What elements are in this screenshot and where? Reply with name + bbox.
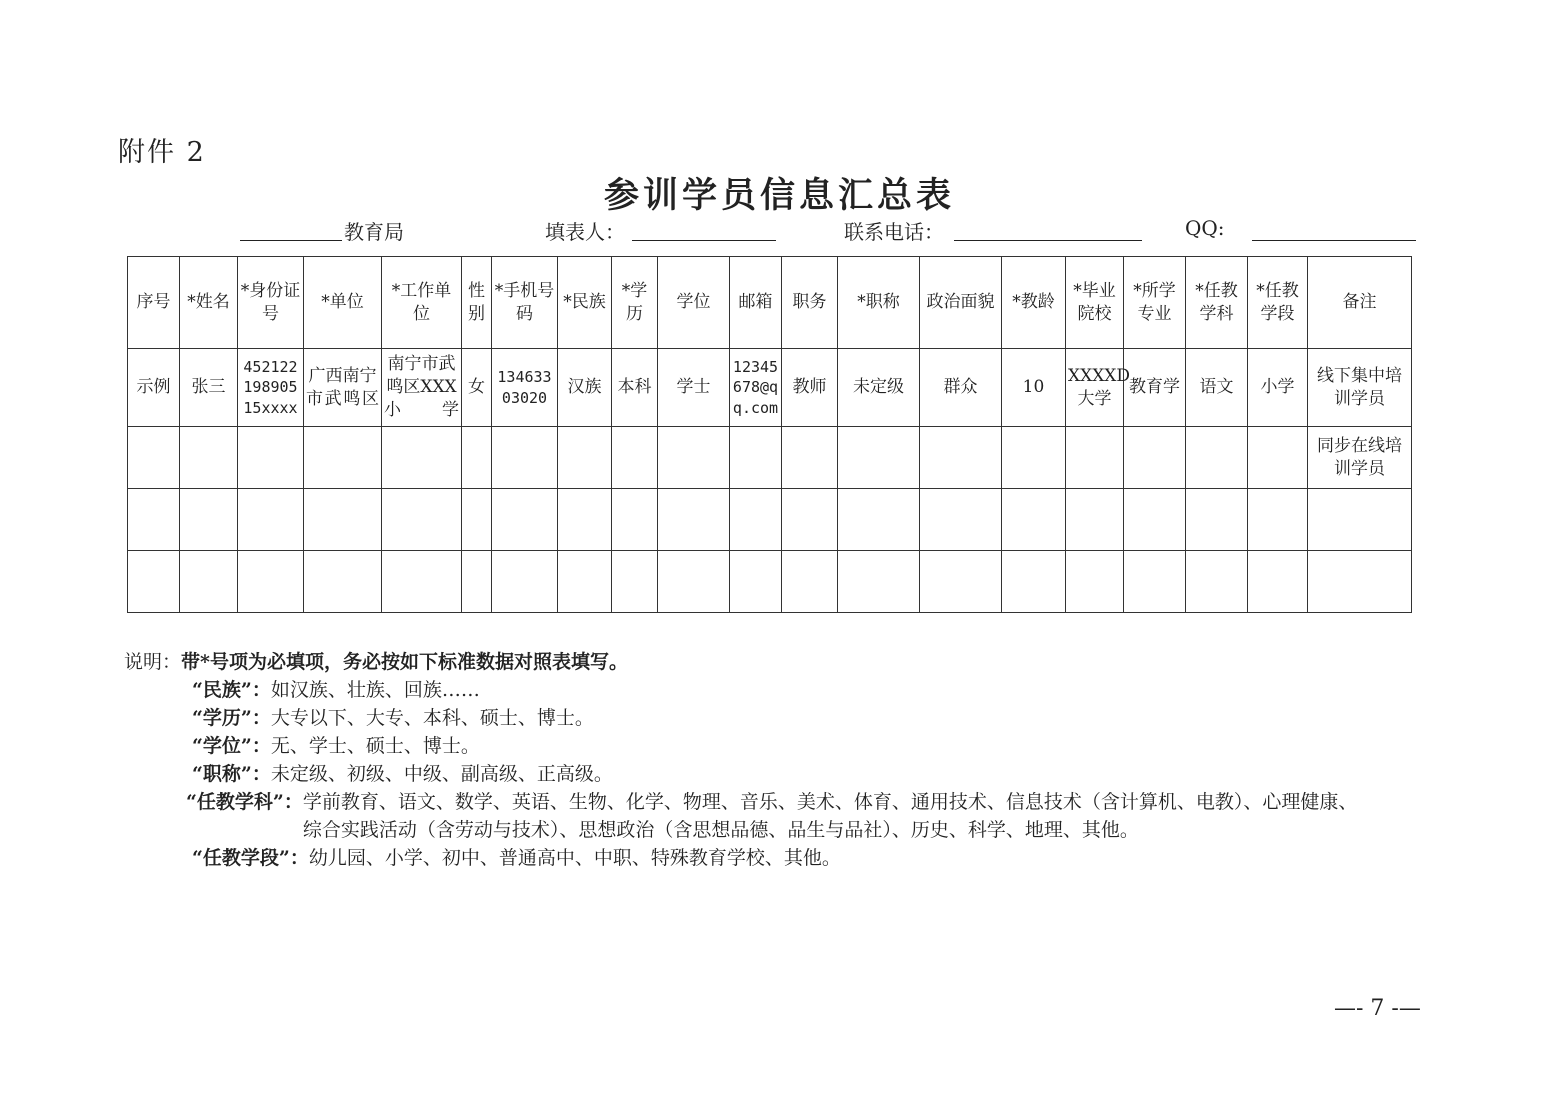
empty-cell[interactable] xyxy=(1186,427,1248,489)
empty-cell[interactable] xyxy=(558,551,612,613)
bureau-label: 教育局 xyxy=(344,220,404,244)
empty-cell[interactable] xyxy=(128,551,180,613)
empty-cell[interactable] xyxy=(730,427,782,489)
note-item-subject xyxy=(124,788,1424,844)
empty-cell[interactable] xyxy=(838,551,920,613)
header-cell: *所学专业 xyxy=(1124,257,1186,349)
cell-degree: 学士 xyxy=(658,349,730,427)
empty-cell[interactable] xyxy=(180,551,238,613)
note-term: “任教学科”： xyxy=(186,791,303,813)
note-text: 未定级、初级、中级、副高级、正高级。 xyxy=(270,763,613,785)
header-cell: *手机号码 xyxy=(492,257,558,349)
header-cell: *民族 xyxy=(558,257,612,349)
table-row xyxy=(128,427,1412,489)
empty-cell[interactable] xyxy=(730,489,782,551)
note-term: “民族”： xyxy=(192,679,271,701)
empty-cell[interactable] xyxy=(920,489,1002,551)
empty-cell[interactable] xyxy=(658,489,730,551)
header-cell: *职称 xyxy=(838,257,920,349)
qq-blank[interactable] xyxy=(1252,212,1416,241)
note-item xyxy=(124,732,1424,760)
cell-title: 未定级 xyxy=(838,349,920,427)
empty-cell[interactable] xyxy=(462,489,492,551)
cell-political: 群众 xyxy=(920,349,1002,427)
filler-blank[interactable] xyxy=(632,212,776,241)
fill-fields-row xyxy=(240,212,1420,246)
header-cell: *任教学科 xyxy=(1186,257,1248,349)
cell-unit: 广西南宁市武鸣区 xyxy=(304,349,382,427)
empty-cell[interactable] xyxy=(1248,551,1308,613)
empty-cell[interactable] xyxy=(1124,489,1186,551)
phone-blank[interactable] xyxy=(954,212,1142,241)
cell-major: 教育学 xyxy=(1124,349,1186,427)
header-cell: *工作单位 xyxy=(382,257,462,349)
notes-section xyxy=(124,648,1424,872)
empty-cell[interactable] xyxy=(782,427,838,489)
note-item-stage xyxy=(124,844,1424,872)
empty-cell[interactable] xyxy=(612,427,658,489)
cell-email: 12345678@qq.com xyxy=(730,349,782,427)
header-cell: 政治面貌 xyxy=(920,257,1002,349)
empty-cell[interactable] xyxy=(382,427,462,489)
empty-cell[interactable] xyxy=(1248,427,1308,489)
cell-work-unit: 南宁市武鸣区XXX小学 xyxy=(382,349,462,427)
cell-school: XXXXD大学 xyxy=(1066,349,1124,427)
empty-cell[interactable] xyxy=(1002,551,1066,613)
note-item xyxy=(124,760,1424,788)
page-title: 参训学员信息汇总表 xyxy=(603,175,955,216)
empty-cell[interactable] xyxy=(382,551,462,613)
bureau-blank[interactable] xyxy=(240,212,342,241)
trainee-info-table xyxy=(127,256,1412,613)
empty-cell[interactable] xyxy=(920,427,1002,489)
cell-position: 教师 xyxy=(782,349,838,427)
empty-cell[interactable] xyxy=(1002,489,1066,551)
cell-stage: 小学 xyxy=(1248,349,1308,427)
empty-cell[interactable] xyxy=(238,551,304,613)
page-number: —- 7 -— xyxy=(1334,996,1421,1021)
empty-cell[interactable] xyxy=(838,427,920,489)
empty-cell[interactable] xyxy=(492,427,558,489)
empty-cell[interactable] xyxy=(238,489,304,551)
note-term: “职称”： xyxy=(192,763,271,785)
header-cell: *姓名 xyxy=(180,257,238,349)
note-term: “学位”： xyxy=(192,735,271,757)
cell-seq: 示例 xyxy=(128,349,180,427)
cell-education: 本科 xyxy=(612,349,658,427)
note-item xyxy=(124,676,1424,704)
cell-gender: 女 xyxy=(462,349,492,427)
cell-ethnicity: 汉族 xyxy=(558,349,612,427)
empty-cell[interactable] xyxy=(838,489,920,551)
header-cell: 邮箱 xyxy=(730,257,782,349)
empty-cell[interactable] xyxy=(558,489,612,551)
note-text: 无、学士、硕士、博士。 xyxy=(270,735,480,757)
header-cell: *任教学段 xyxy=(1248,257,1308,349)
note-text: 学前教育、语文、数学、英语、生物、化学、物理、音乐、美术、体育、通用技术、信息技术（含计算机、电教）、心理健康、综合实践活动（含劳动与技术）、思想政治（含思想品德、品生与品社）、历史、科学、地理、其他。 xyxy=(302,791,1358,841)
empty-cell[interactable] xyxy=(304,551,382,613)
empty-cell[interactable] xyxy=(1186,551,1248,613)
header-cell: 备注 xyxy=(1308,257,1412,349)
empty-cell[interactable] xyxy=(782,489,838,551)
phone-label: 联系电话： xyxy=(844,220,944,244)
note-text: 幼儿园、小学、初中、普通高中、中职、特殊教育学校、其他。 xyxy=(308,847,841,869)
empty-cell[interactable] xyxy=(180,489,238,551)
table-row xyxy=(128,551,1412,613)
empty-cell[interactable] xyxy=(462,427,492,489)
empty-cell[interactable] xyxy=(1066,427,1124,489)
empty-cell[interactable] xyxy=(304,427,382,489)
cell-id-number: 45212219890515xxxx xyxy=(238,349,304,427)
empty-cell[interactable] xyxy=(1124,551,1186,613)
empty-cell[interactable] xyxy=(1308,551,1412,613)
header-cell: 序号 xyxy=(128,257,180,349)
cell-remark-online: 同步在线培训学员 xyxy=(1308,427,1412,489)
empty-cell[interactable] xyxy=(1124,427,1186,489)
attachment-label: 附件 2 xyxy=(118,137,206,168)
empty-cell[interactable] xyxy=(558,427,612,489)
empty-cell[interactable] xyxy=(658,551,730,613)
empty-cell[interactable] xyxy=(658,427,730,489)
header-cell: *身份证号 xyxy=(238,257,304,349)
empty-cell[interactable] xyxy=(1308,489,1412,551)
cell-name: 张三 xyxy=(180,349,238,427)
empty-cell[interactable] xyxy=(920,551,1002,613)
note-term: “任教学段”： xyxy=(192,847,309,869)
cell-teaching-years: 10 xyxy=(1002,349,1066,427)
empty-cell[interactable] xyxy=(128,427,180,489)
table-row xyxy=(128,489,1412,551)
empty-cell[interactable] xyxy=(462,551,492,613)
cell-remark: 线下集中培训学员 xyxy=(1308,349,1412,427)
empty-cell[interactable] xyxy=(180,427,238,489)
empty-cell[interactable] xyxy=(1002,427,1066,489)
table-header-row xyxy=(128,257,1412,349)
header-cell: 性别 xyxy=(462,257,492,349)
empty-cell[interactable] xyxy=(612,551,658,613)
header-cell: *教龄 xyxy=(1002,257,1066,349)
empty-cell[interactable] xyxy=(1066,551,1124,613)
table-row-example xyxy=(128,349,1412,427)
qq-label: QQ: xyxy=(1185,216,1225,240)
empty-cell[interactable] xyxy=(730,551,782,613)
notes-label: 说明： xyxy=(124,651,182,673)
note-item xyxy=(124,704,1424,732)
empty-cell[interactable] xyxy=(128,489,180,551)
note-text: 大专以下、大专、本科、硕士、博士。 xyxy=(270,707,594,729)
empty-cell[interactable] xyxy=(238,427,304,489)
empty-cell[interactable] xyxy=(1186,489,1248,551)
empty-cell[interactable] xyxy=(304,489,382,551)
empty-cell[interactable] xyxy=(382,489,462,551)
header-cell: *单位 xyxy=(304,257,382,349)
note-term: “学历”： xyxy=(192,707,271,729)
filler-label: 填表人： xyxy=(545,220,625,244)
empty-cell[interactable] xyxy=(782,551,838,613)
notes-lead-text: 带*号项为必填项，务必按如下标准数据对照表填写。 xyxy=(181,651,628,673)
empty-cell[interactable] xyxy=(492,551,558,613)
empty-cell[interactable] xyxy=(492,489,558,551)
empty-cell[interactable] xyxy=(1066,489,1124,551)
note-text: 如汉族、壮族、回族…… xyxy=(270,679,480,701)
cell-subject: 语文 xyxy=(1186,349,1248,427)
header-cell: 职务 xyxy=(782,257,838,349)
header-cell: *毕业院校 xyxy=(1066,257,1124,349)
cell-phone: 13463303020 xyxy=(492,349,558,427)
header-cell: 学位 xyxy=(658,257,730,349)
header-cell: *学历 xyxy=(612,257,658,349)
notes-lead-line xyxy=(124,648,1424,676)
empty-cell[interactable] xyxy=(1248,489,1308,551)
empty-cell[interactable] xyxy=(612,489,658,551)
